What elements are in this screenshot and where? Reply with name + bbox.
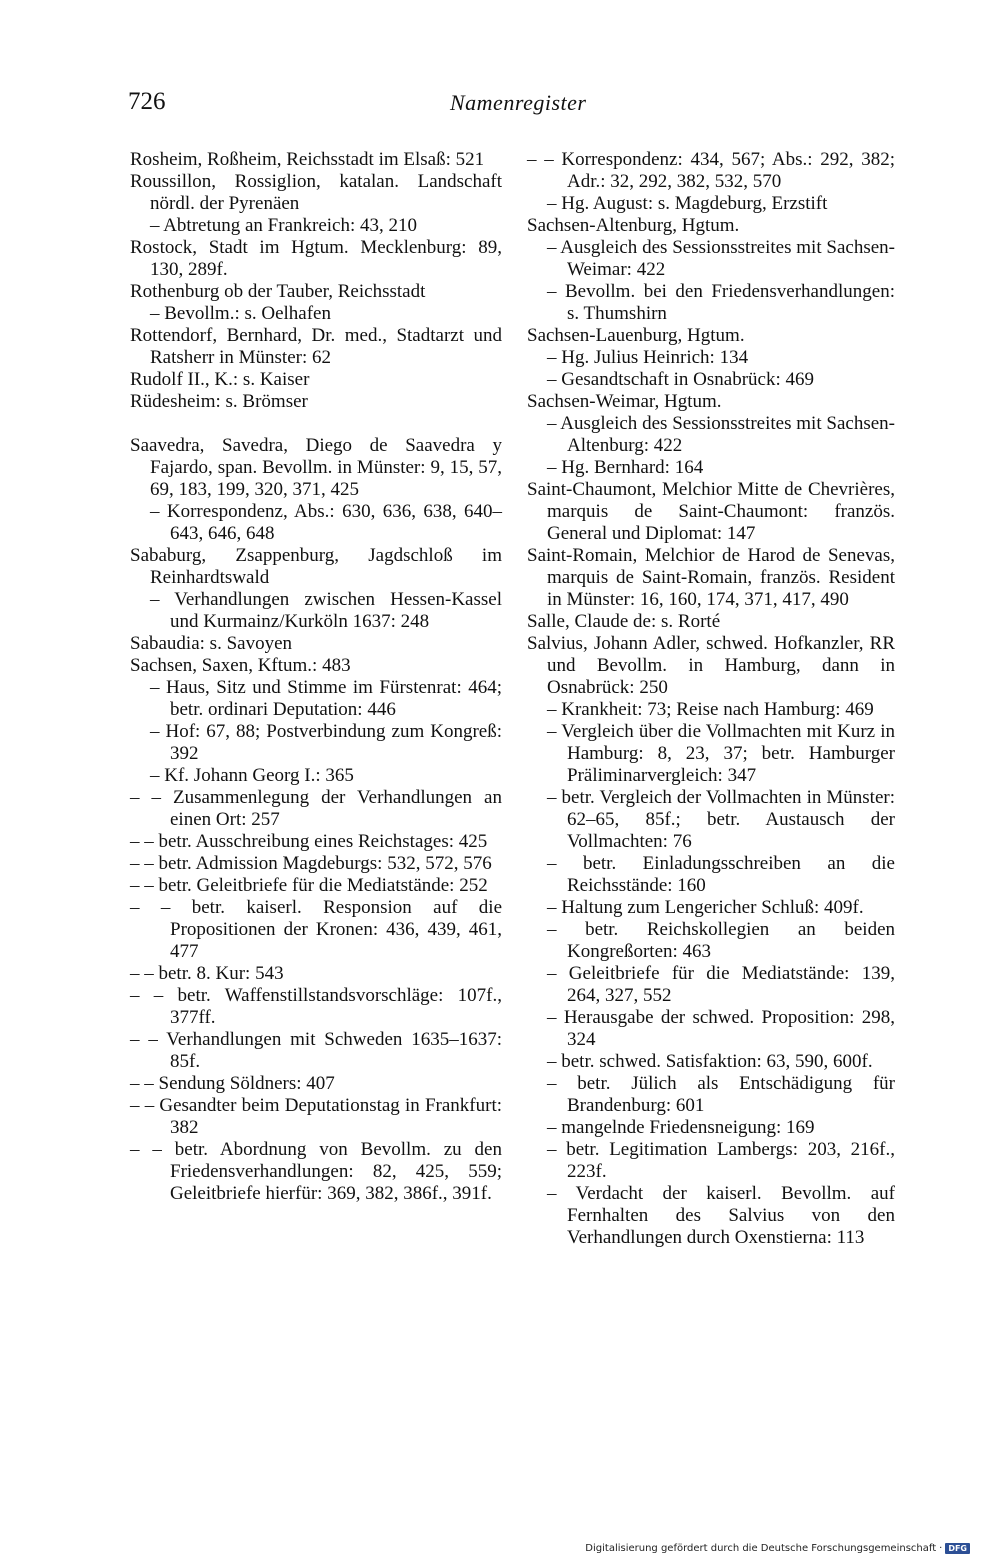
index-subentry: – Verhandlungen zwischen Hessen-Kassel und Kurmainz/Kurköln 1637: 248 bbox=[150, 589, 502, 632]
index-subentry: – Abtretung an Frankreich: 43, 210 bbox=[150, 215, 418, 236]
index-entry: Sachsen-Weimar, Hgtum. bbox=[527, 391, 722, 412]
index-entry: Saint-Chaumont, Melchior Mitte de Chevrières, marquis de Saint-Chaumont: französ. General und Diplomat: 147 bbox=[527, 479, 895, 544]
index-entry: Sachsen-Lauenburg, Hgtum. bbox=[527, 325, 745, 346]
index-subentry: – Kf. Johann Georg I.: 365 bbox=[150, 765, 354, 786]
index-subentry: – betr. Vergleich der Vollmachten in Münster: 62–65, 85f.; betr. Austausch der Vollmachten: 76 bbox=[547, 787, 895, 852]
index-subentry: – Haus, Sitz und Stimme im Fürstenrat: 464; betr. ordinari Deputation: 446 bbox=[150, 677, 502, 720]
index-subentry: – mangelnde Friedensneigung: 169 bbox=[547, 1117, 815, 1138]
index-subentry: – Hof: 67, 88; Postverbindung zum Kongreß: 392 bbox=[150, 721, 502, 764]
index-subentry: – Bevollm.: s. Oelhafen bbox=[150, 303, 331, 324]
index-entry: Rosheim, Roßheim, Reichsstadt im Elsaß: 521 bbox=[130, 149, 485, 170]
index-subentry: – Herausgabe der schwed. Proposition: 298, 324 bbox=[547, 1007, 895, 1050]
index-column-left bbox=[130, 149, 502, 1205]
index-subentry: – Gesandtschaft in Osnabrück: 469 bbox=[547, 369, 814, 390]
index-entry: Sachsen-Altenburg, Hgtum. bbox=[527, 215, 740, 236]
index-subentry: – – betr. kaiserl. Responsion auf die Propositionen der Kronen: 436, 439, 461, 477 bbox=[130, 897, 502, 962]
index-subentry: – Bevollm. bei den Friedensverhandlungen: s. Thumshirn bbox=[547, 281, 895, 324]
index-subentry: – Vergleich über die Vollmachten mit Kurz in Hamburg: 8, 23, 37; betr. Hamburger Präliminarvergleich: 347 bbox=[547, 721, 895, 786]
running-head: Namenregister bbox=[450, 90, 587, 115]
index-entry: Saint-Romain, Melchior de Harod de Senevas, marquis de Saint-Romain, französ. Resident in Münster: 16, 160, 174, 371, 417, 490 bbox=[527, 545, 895, 610]
index-entry: Saavedra, Savedra, Diego de Saavedra y Fajardo, span. Bevollm. in Münster: 9, 15, 57, 69, 183, 199, 320, 371, 425 bbox=[130, 435, 502, 500]
dfg-logo-icon: DFG bbox=[945, 1543, 970, 1554]
index-subentry: – Krankheit: 73; Reise nach Hamburg: 469 bbox=[547, 699, 874, 720]
index-subentry: – – betr. Geleitbriefe für die Mediatstände: 252 bbox=[130, 875, 488, 896]
index-subentry: – – betr. Admission Magdeburgs: 532, 572, 576 bbox=[130, 853, 492, 874]
footer-text: Digitalisierung gefördert durch die Deutsche Forschungsgemeinschaft bbox=[585, 1543, 937, 1554]
index-entry: Rostock, Stadt im Hgtum. Mecklenburg: 89, 130, 289f. bbox=[130, 237, 502, 280]
index-subentry: – – Sendung Söldners: 407 bbox=[130, 1073, 335, 1094]
index-subentry: – – betr. 8. Kur: 543 bbox=[130, 963, 284, 984]
index-subentry: – – betr. Abordnung von Bevollm. zu den Friedensverhandlungen: 82, 425, 559; Geleitbriefe hierfür: 369, 382, 386f., 391f. bbox=[130, 1139, 502, 1204]
index-subentry: – Korrespondenz, Abs.: 630, 636, 638, 640–643, 646, 648 bbox=[150, 501, 502, 544]
index-subentry: – – Gesandter beim Deputationstag in Frankfurt: 382 bbox=[130, 1095, 502, 1138]
index-subentry: – Geleitbriefe für die Mediatstände: 139, 264, 327, 552 bbox=[547, 963, 895, 1006]
index-subentry: – Hg. August: s. Magdeburg, Erzstift bbox=[547, 193, 828, 214]
page-number: 726 bbox=[128, 88, 166, 115]
index-entry: Sababurg, Zsappenburg, Jagdschloß im Reinhardtswald bbox=[130, 545, 502, 588]
index-entry: Sabaudia: s. Savoyen bbox=[130, 633, 293, 654]
index-subentry: – – Zusammenlegung der Verhandlungen an einen Ort: 257 bbox=[130, 787, 502, 830]
index-subentry: – Verdacht der kaiserl. Bevollm. auf Fernhalten des Salvius von den Verhandlungen durch Oxenstierna: 113 bbox=[547, 1183, 895, 1248]
index-entry: Salle, Claude de: s. Rorté bbox=[527, 611, 721, 632]
index-subentry: – betr. Jülich als Entschädigung für Brandenburg: 601 bbox=[547, 1073, 895, 1116]
index-subentry: – betr. Legitimation Lambergs: 203, 216f., 223f. bbox=[547, 1139, 895, 1182]
footer: Digitalisierung gefördert durch die Deutsche Forschungsgemeinschaft · DFG bbox=[585, 1543, 970, 1554]
index-subentry: – Ausgleich des Sessionsstreites mit Sachsen-Weimar: 422 bbox=[547, 237, 895, 280]
index-subentry: – – Verhandlungen mit Schweden 1635–1637: 85f. bbox=[130, 1029, 502, 1072]
section-gap bbox=[130, 413, 502, 435]
index-entry: Rottendorf, Bernhard, Dr. med., Stadtarzt und Ratsherr in Münster: 62 bbox=[130, 325, 502, 368]
index-column-right bbox=[527, 149, 895, 1249]
index-subentry: – Hg. Julius Heinrich: 134 bbox=[547, 347, 749, 368]
index-subentry: – Hg. Bernhard: 164 bbox=[547, 457, 704, 478]
index-subentry: – Ausgleich des Sessionsstreites mit Sachsen-Altenburg: 422 bbox=[547, 413, 895, 456]
index-entry: Rudolf II., K.: s. Kaiser bbox=[130, 369, 310, 390]
index-entry: Sachsen, Saxen, Kftum.: 483 bbox=[130, 655, 351, 676]
index-subentry: – Haltung zum Lengericher Schluß: 409f. bbox=[547, 897, 864, 918]
index-subentry: – – betr. Ausschreibung eines Reichstages: 425 bbox=[130, 831, 488, 852]
index-entry: Roussillon, Rossiglion, katalan. Landschaft nördl. der Pyrenäen bbox=[130, 171, 502, 214]
index-subentry: – betr. Reichskollegien an beiden Kongreßorten: 463 bbox=[547, 919, 895, 962]
index-subentry: – betr. Einladungsschreiben an die Reichsstände: 160 bbox=[547, 853, 895, 896]
index-subentry: – – Korrespondenz: 434, 567; Abs.: 292, 382; Adr.: 32, 292, 382, 532, 570 bbox=[527, 149, 895, 192]
index-entry: Rothenburg ob der Tauber, Reichsstadt bbox=[130, 281, 426, 302]
index-subentry: – – betr. Waffenstillstandsvorschläge: 107f., 377ff. bbox=[130, 985, 502, 1028]
index-entry: Salvius, Johann Adler, schwed. Hofkanzler, RR und Bevollm. in Hamburg, dann in Osnabrück: 250 bbox=[527, 633, 895, 698]
index-entry: Rüdesheim: s. Brömser bbox=[130, 391, 308, 412]
index-subentry: – betr. schwed. Satisfaktion: 63, 590, 600f. bbox=[547, 1051, 873, 1072]
